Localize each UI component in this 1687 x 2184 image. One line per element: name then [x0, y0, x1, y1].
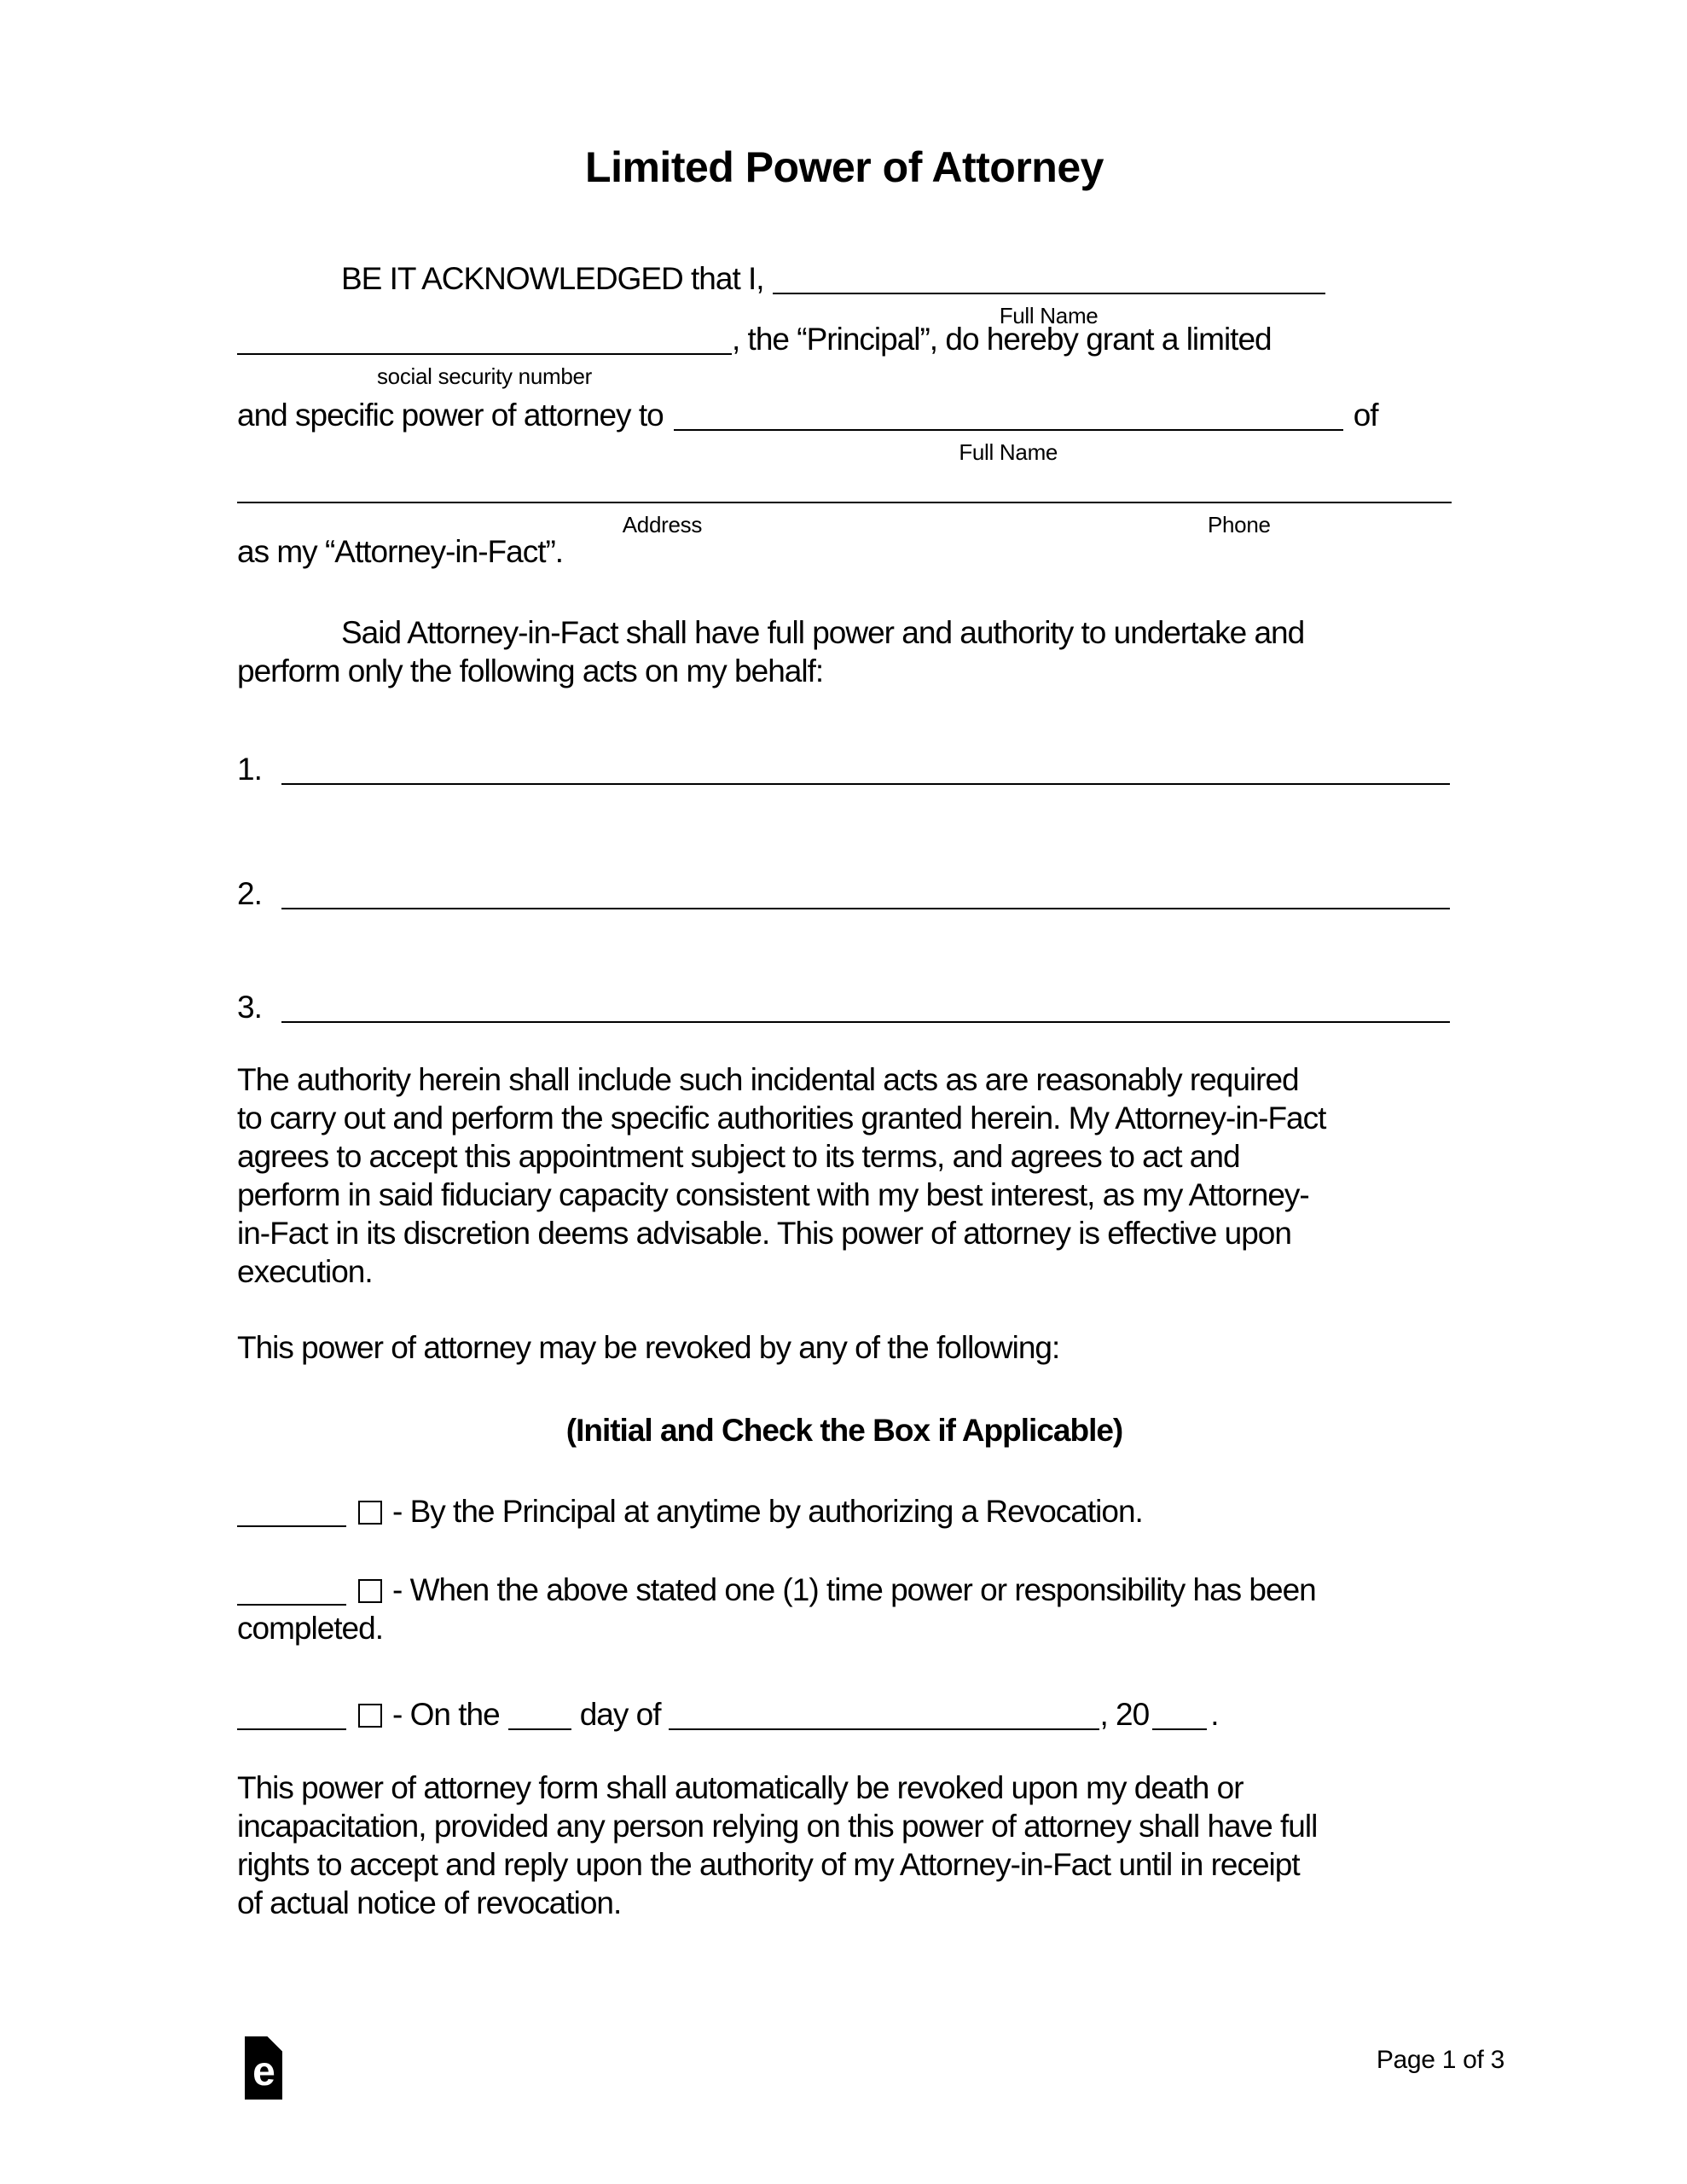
grant-prefix-text: and specific power of attorney to — [237, 398, 664, 433]
principal-name-blank[interactable] — [773, 293, 1325, 328]
revocation-option-3-comma-20: , 20 — [1099, 1697, 1150, 1732]
attorney-name-blank[interactable] — [674, 429, 1343, 465]
death-paragraph-line: rights to accept and reply upon the authority of my Attorney-in-Fact until in receipt — [237, 1847, 1300, 1882]
revocation-heading: (Initial and Check the Box if Applicable) — [565, 1413, 1123, 1448]
authority-paragraph — [237, 1060, 1452, 1291]
revocation-option-2-text: - When the above stated one (1) time power or responsibility has been — [392, 1572, 1316, 1607]
authority-paragraph-line: perform in said fiduciary capacity consistent with my best interest, as my Attorney- — [237, 1177, 1309, 1212]
act-number-3: 3. — [237, 990, 262, 1025]
revocation-option-2-line-1 — [237, 1571, 1452, 1609]
initials-blank-1[interactable] — [237, 1525, 346, 1527]
initials-blank-2[interactable] — [237, 1604, 346, 1606]
act-2-blank[interactable] — [281, 908, 1450, 909]
year-blank[interactable] — [1152, 1728, 1207, 1730]
acknowledgment-closing: as my “Attorney-in-Fact”. — [237, 534, 564, 569]
death-paragraph-line: incapacitation, provided any person relying on this power of attorney shall have full — [237, 1809, 1318, 1844]
full-name-label-1: Full Name — [999, 303, 1099, 328]
said-paragraph-line: Said Attorney-in-Fact shall have full power and authority to undertake and — [341, 615, 1305, 650]
acknowledgment-section — [237, 259, 1452, 571]
act-3-blank[interactable] — [281, 1021, 1450, 1023]
act-1-blank[interactable] — [281, 783, 1450, 785]
authority-paragraph-line: to carry out and perform the specific authorities granted herein. My Attorney-in-Fact — [237, 1101, 1326, 1136]
revocation-option-3-prefix: - On the — [392, 1697, 500, 1732]
death-paragraph-line: of actual notice of revocation. — [237, 1885, 622, 1920]
ssn-label: social security number — [376, 363, 593, 389]
authority-paragraph-line: agrees to accept this appointment subject to its terms, and agrees to act and — [237, 1139, 1240, 1174]
full-name-label-2: Full Name — [959, 439, 1058, 465]
authority-paragraph-line: execution. — [237, 1254, 373, 1289]
authority-paragraph-line: in-Fact in its discretion deems advisable. This power of attorney is effective upon — [237, 1216, 1291, 1251]
authority-paragraph-line: The authority herein shall include such incidental acts as are reasonably required — [237, 1062, 1299, 1097]
acts-section — [237, 750, 1452, 1026]
checkbox-1[interactable] — [358, 1501, 382, 1525]
eforms-logo — [245, 2036, 282, 2100]
form-title: Limited Power of Attorney — [585, 143, 1104, 191]
phone-label: Phone — [1207, 512, 1271, 537]
document-content — [237, 0, 1452, 1922]
address-phone-blank[interactable] — [237, 502, 1452, 537]
act-item-2 — [237, 874, 1452, 913]
checkbox-2[interactable] — [358, 1579, 382, 1603]
act-item-3 — [237, 988, 1452, 1026]
revocation-option-2-line-2: completed. — [237, 1611, 383, 1646]
revocation-option-1-text: - By the Principal at anytime by authorizing a Revocation. — [392, 1494, 1143, 1529]
acknowledgment-line-1 — [237, 259, 1452, 328]
page-indicator: Page 1 of 3 — [1376, 2046, 1504, 2074]
grant-suffix-text: of — [1353, 398, 1378, 433]
revocation-option-3-period: . — [1210, 1697, 1219, 1732]
eforms-logo-letter: e — [252, 2049, 275, 2094]
revocation-option-2 — [237, 1571, 1452, 1647]
month-blank[interactable] — [669, 1728, 1099, 1730]
acknowledgment-line-4 — [237, 468, 1452, 537]
act-item-1 — [237, 750, 1452, 788]
said-paragraph — [237, 613, 1452, 690]
ssn-blank[interactable] — [237, 353, 732, 389]
address-label: Address — [622, 512, 703, 537]
acknowledgment-line-3 — [237, 396, 1452, 465]
revocation-option-1 — [237, 1492, 1452, 1531]
intro-prefix-text: BE IT ACKNOWLEDGED that I, — [341, 261, 764, 296]
revocation-intro: This power of attorney may be revoked by any of the following: — [237, 1330, 1060, 1365]
day-blank[interactable] — [508, 1728, 571, 1730]
principal-suffix-text: , the “Principal”, do hereby grant a limited — [732, 322, 1272, 357]
initials-blank-3[interactable] — [237, 1728, 346, 1730]
death-paragraph-line: This power of attorney form shall automatically be revoked upon my death or — [237, 1770, 1244, 1805]
said-paragraph-line: perform only the following acts on my behalf: — [237, 653, 824, 688]
checkbox-3[interactable] — [358, 1704, 382, 1728]
revocation-option-3 — [237, 1695, 1452, 1734]
act-number-1: 1. — [237, 752, 262, 787]
act-number-2: 2. — [237, 876, 262, 911]
death-revocation-paragraph — [237, 1769, 1452, 1922]
revocation-option-3-day-of: day of — [579, 1697, 661, 1732]
